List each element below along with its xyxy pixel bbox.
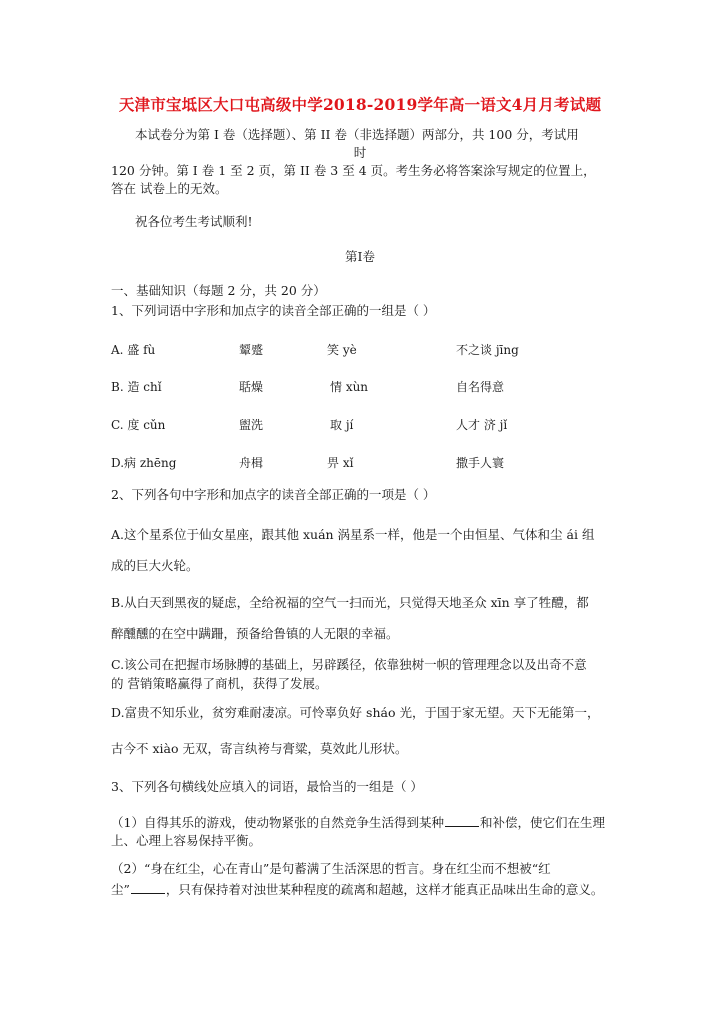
q1-a-col4: 不之谈 jīng bbox=[456, 343, 519, 357]
q1-d-col4: 撒手人寰 bbox=[456, 456, 505, 470]
q1-c-col2: 盥洗 bbox=[239, 418, 264, 432]
q2-option-b-line1: B.从白天到黑夜的疑虑，全给祝福的空气一扫而光，只觉得天地圣众 xīn 享了牲醴，都 bbox=[111, 595, 589, 610]
q2-option-c-line2: 的 营销策略赢得了商机，获得了发展。 bbox=[111, 676, 328, 691]
q3-sentence-2-line1: （2）“身在红尘，心在青山”是句蓄满了生活深思的哲言。身在红尘而不想被“红 bbox=[111, 861, 551, 876]
wish-line: 祝各位考生考试顺利! bbox=[135, 214, 253, 229]
q2-option-d-line2: 古今不 xiào 无双，寄言纨袴与膏粱，莫效此儿形状。 bbox=[111, 741, 408, 756]
q2-option-c-line1: C.该公司在把握市场脉膊的基础上，另辟蹊径，依靠独树一帜的管理理念以及出奇不意 bbox=[111, 657, 587, 672]
q1-b-col3: 情 xùn bbox=[330, 380, 369, 394]
q1-stem: 1、下列词语中字形和加点字的读音全部正确的一组是（ ） bbox=[111, 303, 436, 318]
q3-sentence-1-line1 bbox=[111, 815, 605, 831]
q3-s2-post: ，只有保持着对浊世某种程度的疏离和超越，这样才能真正品味出生命的意义。 bbox=[165, 882, 604, 897]
intro-line-1-wrap: 时 bbox=[353, 145, 367, 160]
q2-option-a-line2: 成的巨大火轮。 bbox=[111, 558, 199, 573]
fill-blank-1 bbox=[445, 816, 479, 827]
q1-d-col2: 舟楫 bbox=[239, 456, 264, 470]
q1-a-col1: A. 盛 fù bbox=[111, 343, 156, 357]
q3-sentence-2-line2 bbox=[111, 882, 603, 898]
q1-a-col2: 颦蹙 bbox=[239, 343, 264, 357]
q3-stem: 3、下列各句横线处应填入的词语，最恰当的一组是（ ） bbox=[111, 779, 423, 794]
fill-blank-2 bbox=[131, 883, 165, 894]
q2-option-b-line2: 醉醺醺的在空中蹒跚，预备给鲁镇的人无限的幸福。 bbox=[111, 626, 399, 641]
q1-d-col1: D.病 zhēng bbox=[111, 456, 177, 470]
q3-s1-pre: （1）自得其乐的游戏，使动物紧张的自然竞争生活得到某种 bbox=[111, 815, 444, 830]
section-heading: 一、基础知识（每题 2 分，共 20 分） bbox=[111, 283, 326, 298]
q1-c-col3: 取 jí bbox=[330, 418, 354, 432]
q1-d-col3: 畀 xǐ bbox=[327, 456, 354, 470]
intro-line-2: 120 分钟。第 I 卷 1 至 2 页，第 II 卷 3 至 4 页。考生务必将答案涂写规定的位置上， bbox=[111, 163, 596, 178]
q2-stem: 2、下列各句中字形和加点字的读音全部正确的一项是（ ） bbox=[111, 487, 436, 502]
q2-option-d-line1: D.富贵不知乐业，贫穷难耐凄凉。可怜辜负好 sháo 光，于国于家无望。天下无能第一， bbox=[111, 705, 600, 720]
q1-b-col2: 聒燥 bbox=[239, 380, 264, 394]
part-heading: 第I卷 bbox=[345, 249, 375, 264]
q3-s2-pre: 尘” bbox=[111, 882, 130, 897]
document-title: 天津市宝坻区大口屯高级中学2018-2019学年高一语文4月月考试题 bbox=[118, 95, 602, 114]
q1-c-col4: 人才 济 jǐ bbox=[456, 418, 508, 432]
q1-a-col3: 笑 yè bbox=[327, 343, 357, 357]
q2-option-a-line1: A.这个星系位于仙女星座，跟其他 xuán 涡星系一样，他是一个由恒星、气体和尘 ái 组 bbox=[111, 527, 595, 542]
q3-s1-post: 和补偿，使它们在生理 bbox=[479, 815, 605, 830]
intro-line-3: 答在 试卷上的无效。 bbox=[111, 181, 228, 196]
q1-b-col4: 自名得意 bbox=[456, 380, 505, 394]
q1-c-col1: C. 度 cǔn bbox=[111, 418, 166, 432]
q1-b-col1: B. 造 chǐ bbox=[111, 380, 162, 394]
intro-line-1: 本试卷分为第 I 卷（选择题）、第 II 卷（非选择题）两部分，共 100 分，考试用 bbox=[135, 127, 579, 142]
q3-sentence-1-line2: 上、心理上容易保持平衡。 bbox=[111, 833, 262, 848]
